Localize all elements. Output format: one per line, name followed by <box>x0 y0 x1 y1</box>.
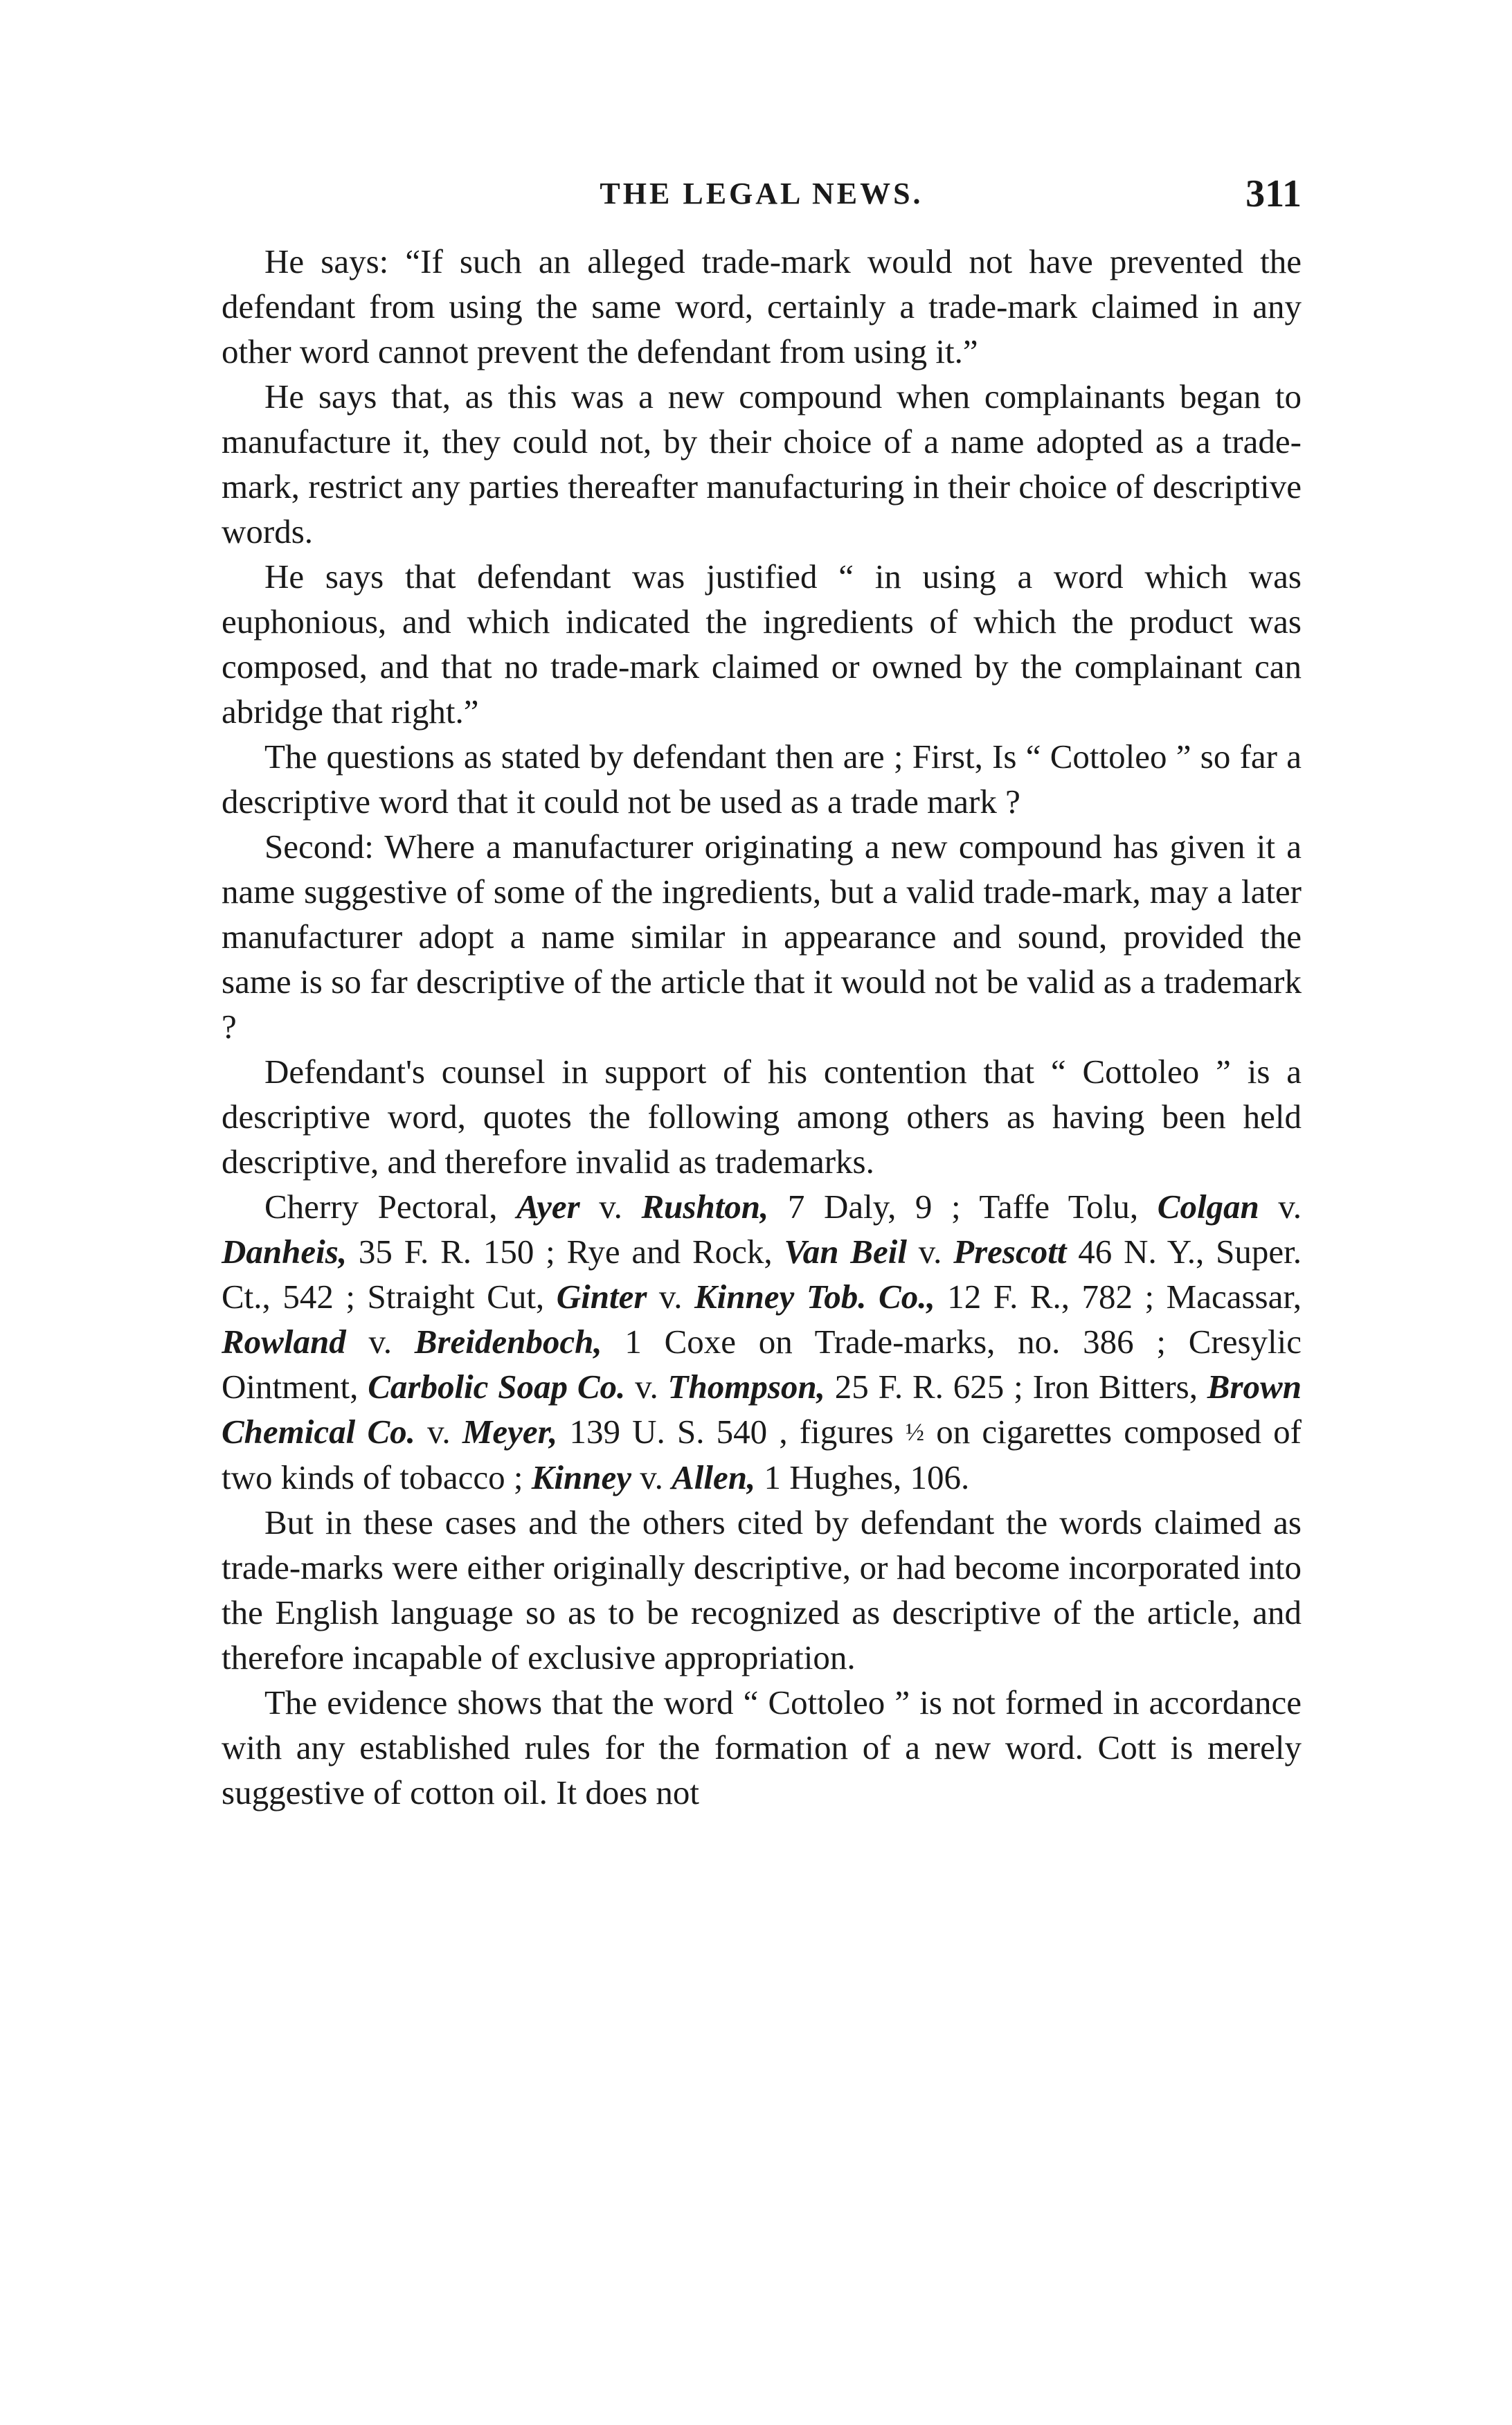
text-run: v. <box>579 1188 642 1226</box>
case-name: Danheis, <box>222 1233 348 1271</box>
page-number: 311 <box>1245 172 1302 215</box>
text-run: v. <box>625 1368 668 1406</box>
case-name: Van Beil <box>784 1233 907 1271</box>
case-name: Thompson, <box>667 1368 825 1406</box>
paragraph: But in these cases and the others cited by defendant the words claimed as trade-marks were either originally descriptive, or had become incorporated into the English language so as to be recognized as descriptive of the article, and therefore incapable of exclusive appropriation. <box>222 1503 1302 1676</box>
text-run: v. <box>906 1233 954 1271</box>
paragraph: The questions as stated by defendant then are ; First, Is “ Cottoleo ” so far a descriptive word that it could not be used as a trade mark ? <box>222 737 1302 821</box>
text-run: 1 Coxe on Trade-marks, no. 386 ; Cresylic Ointment, <box>222 1323 1302 1406</box>
text-run: on cigarettes composed of two kinds of tobacco ; <box>222 1413 1302 1496</box>
case-name: Breidenboch, <box>414 1323 602 1361</box>
paragraph: The evidence shows that the word “ Cottoleo ” is not formed in accordance with any established rules for the formation of a new word. Cott is merely suggestive of cotton oil. It does not <box>222 1683 1302 1811</box>
text-run: 35 F. R. 150 ; Rye and Rock, <box>347 1233 784 1271</box>
text-run: 7 Daly, 9 ; Taffe Tolu, <box>768 1188 1158 1226</box>
case-name: Carbolic Soap Co. <box>368 1368 626 1406</box>
case-name: Ginter <box>556 1278 647 1316</box>
case-name: Rowland <box>222 1323 346 1361</box>
case-name: Kinney Tob. Co., <box>694 1278 935 1316</box>
paragraph: Second: Where a manufacturer originating a new compound has given it a name suggestive of some of the ingredients, but a valid trade-mark, may a later manufacturer adopt a name similar in appearance and sound, provided the same is so far descriptive of the article that it would not be valid as a trademark ? <box>222 827 1302 1046</box>
case-name: Colgan <box>1157 1188 1259 1226</box>
paragraph: He says: “If such an alleged trade-mark would not have prevented the defendant from using the same word, certainly a trade-mark claimed in any other word cannot prevent the defendant from using it.” <box>222 242 1302 370</box>
case-name: Meyer, <box>462 1413 558 1451</box>
case-name: Ayer <box>516 1188 580 1226</box>
text-run: v. <box>631 1458 672 1496</box>
case-name: Allen, <box>672 1458 756 1496</box>
paragraph: Defendant's counsel in support of his contention that “ Cottoleo ” is a descriptive word, quotes the following among others as having been held descriptive, and therefore invalid as trademarks. <box>222 1053 1302 1181</box>
text-run: 139 U. S. 540 , figures <box>557 1413 906 1451</box>
case-name: Brown Chemical Co. <box>222 1368 1302 1451</box>
text-run: 46 N. Y., Super. Ct., 542 ; Straight Cut, <box>222 1233 1302 1316</box>
body-text <box>222 239 1302 1815</box>
citations-paragraph <box>222 1184 1302 1500</box>
case-name: Prescott <box>953 1233 1067 1271</box>
text-run: v. <box>415 1413 462 1451</box>
text-run: 1 Hughes, 106. <box>755 1458 970 1496</box>
text-run: 12 F. R., 782 ; Macassar, <box>935 1278 1302 1316</box>
case-name: Kinney <box>531 1458 632 1496</box>
paragraph: He says that, as this was a new compound when complainants began to manufacture it, they could not, by their choice of a name adopted as a trade-mark, restrict any parties thereafter manufacturing in their choice of descriptive words. <box>222 377 1302 551</box>
text-run: v. <box>647 1278 694 1316</box>
page-header <box>222 170 1302 218</box>
paragraph: He says that defendant was justified “ in using a word which was euphonious, and which indicated the ingredients of which the product was composed, and that no trade-mark claimed or owned by the complainant can abridge that right.” <box>222 557 1302 731</box>
text-run: 25 F. R. 625 ; Iron Bitters, <box>825 1368 1207 1406</box>
text-run: v. <box>345 1323 415 1361</box>
text-run: v. <box>1259 1188 1302 1226</box>
fraction: ½ <box>906 1418 925 1446</box>
running-title: THE LEGAL NEWS. <box>600 177 924 211</box>
case-name: Rushton, <box>641 1188 769 1226</box>
text-run: Cherry Pectoral, <box>264 1188 517 1226</box>
